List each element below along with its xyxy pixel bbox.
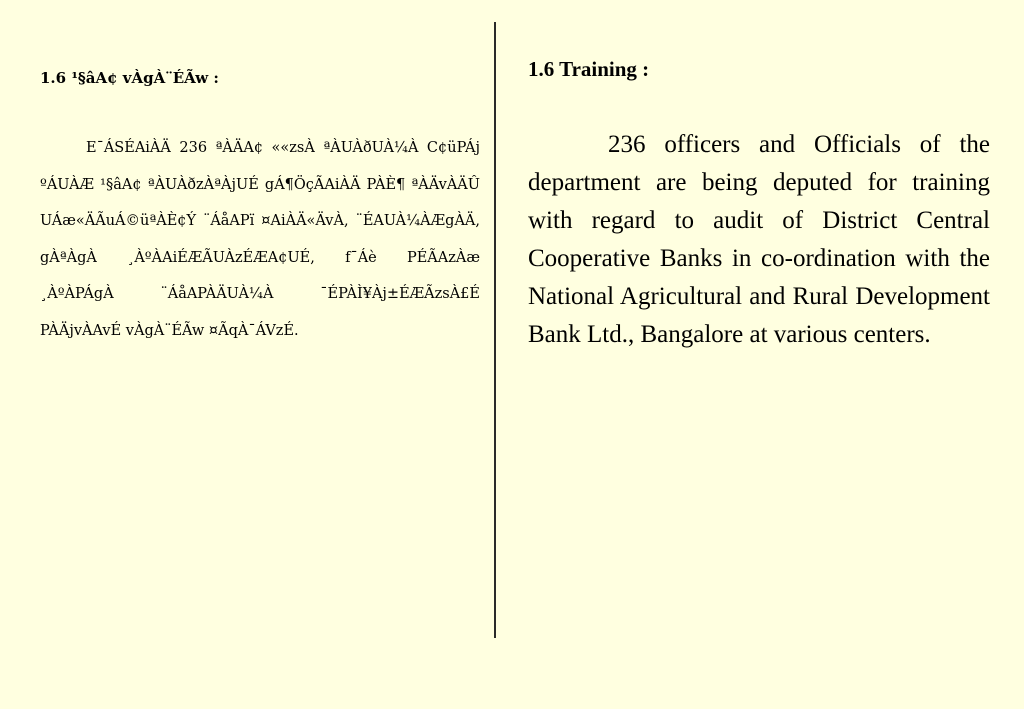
english-column	[528, 52, 990, 379]
kannada-paragraph: E¯ÁSÉAiÀÄ 236 ªÀÄA¢ ««zsÀ ªÀUÀðUÀ¼À C¢üPÁj ºÁUÀÆ ¹§âA¢ ªÀUÀðzÀªÀjUÉ gÁ¶ÖçÃAiÀÄ PÀÈ¶ ªÀÄvÀÄÛ UÁæ«ÄÃuÁ©üªÀÈ¢Ý ¨ÁåAPï ¤AiÀÄ«ÄvÀ, ¨ÉAUÀ¼ÀÆgÀÄ, gÀªÀgÀ ¸ÀºÀAiÉÆÃUÀzÉÆA¢UÉ, f¯Áè PÉÃAzÀæ ¸ÀºÀPÁgÀ ¨ÁåAPÀÄUÀ¼À ¯ÉPÀÌ¥Àj±ÉÆÃzsÀ£É PÀÄjvÀAvÉ vÀgÀ¨ÉÃw ¤ÃqÀ¯ÁVzÉ.	[40, 140, 480, 339]
english-section-heading: 1.6 Training :	[528, 57, 650, 81]
english-paragraph: 236 officers and Officials of the department are being deputed for training with regard to audit of District Central Cooperative Banks in co-ordination with the National Agricultural and Rural Development Bank Ltd., Bangalore at various centers.	[528, 131, 990, 348]
column-divider	[494, 22, 496, 638]
kannada-column	[40, 60, 480, 364]
kannada-section-heading: 1.6 ¹§âA¢ vÀgÀ¨ÉÃw :	[40, 69, 219, 87]
